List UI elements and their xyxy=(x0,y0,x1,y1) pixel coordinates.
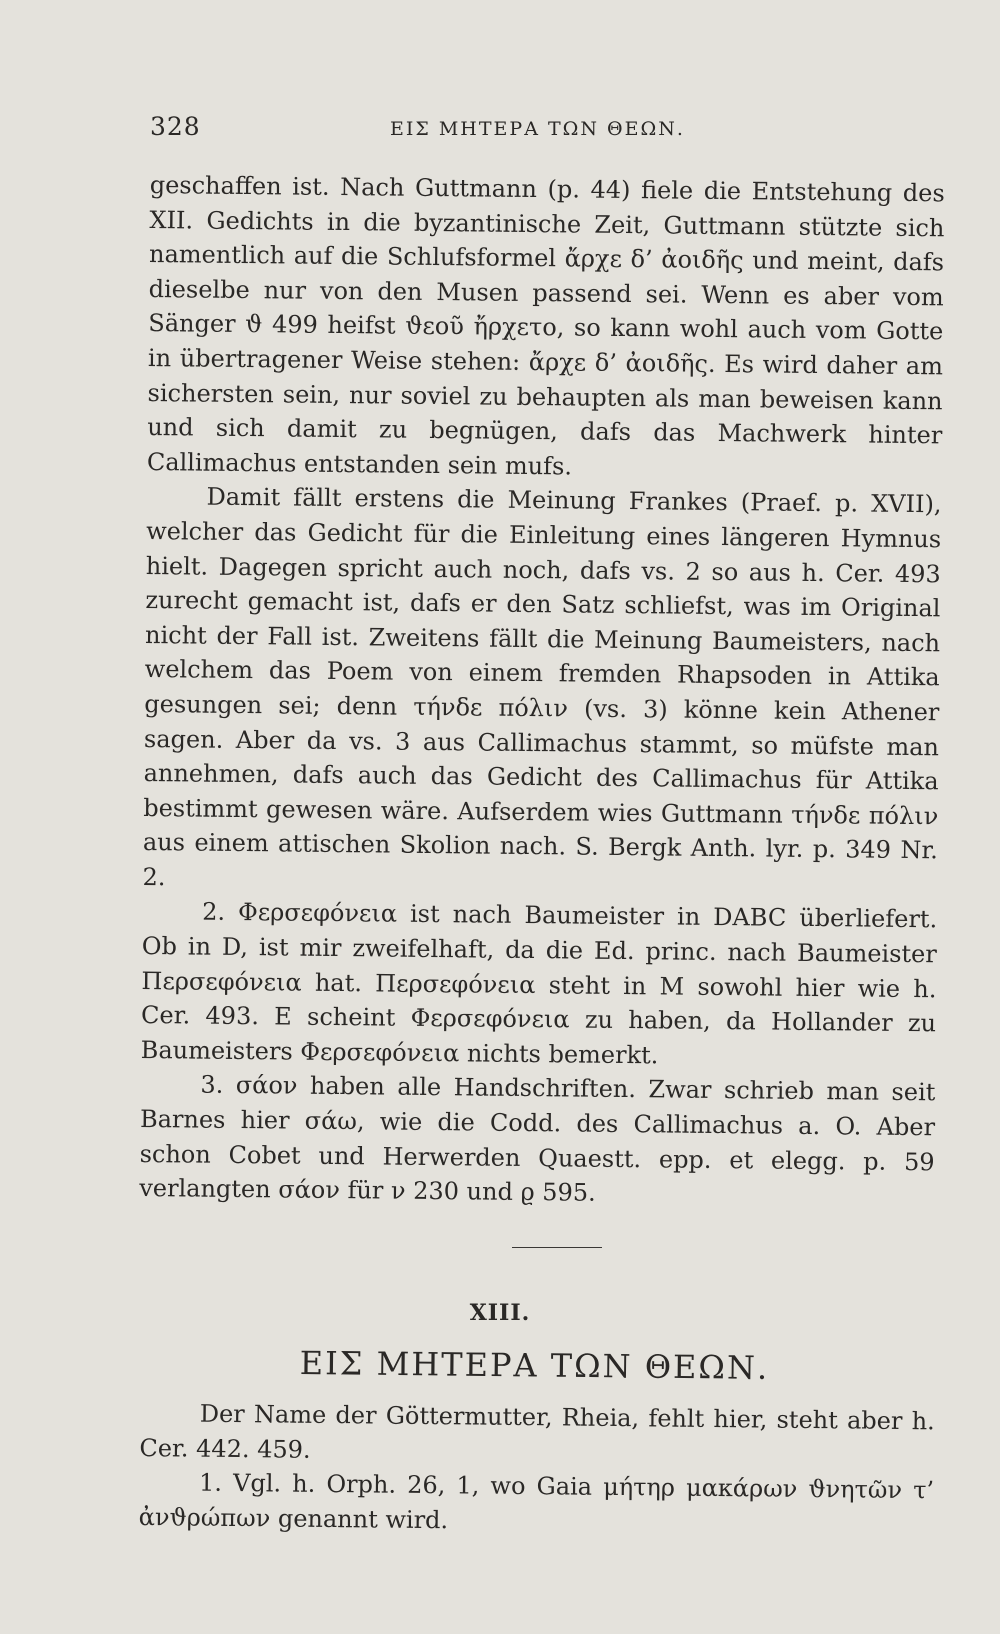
page-number: 328 xyxy=(150,112,201,141)
note-2: 2. Φερσεφόνεια ist nach Baumeister in DABC überliefert. Ob in D, ist mir zweifelhaft, da die Ed. princ. nach Baumeister Περσεφόνεια hat. Περσεφόνεια steht in M sowohl hier wie h. Cer. 493. E scheint Φερσεφόνεια zu haben, da Hollander zu Baumeisters Φερσεφόνεια nichts bemerkt. xyxy=(140,898,938,1070)
paragraph-1: geschaffen ist. Nach Guttmann (p. 44) fiele die Entstehung des XII. Gedichts in die byzantinische Zeit, Guttmann stützte sich namentlich auf die Schlufsformel ἄρχε δ’ ἀοιδῆς und meint, dafs dieselbe nur von den Musen passend sei. Wenn es aber vom Sänger ϑ 499 heifst ϑεοῦ ἤρχετο, so kann wohl auch vom Gotte in übertragener Weise stehen: ἄρχε δ’ ἀοιδῆς. Es wird daher am sichersten sein, nur soviel zu behaupten als man beweisen kann und sich damit zu begnügen, dafs das Machwerk hinter Callimachus entstanden sein mufs. xyxy=(146,170,945,481)
section-divider xyxy=(512,1247,602,1248)
main-text xyxy=(139,168,945,1214)
section-paragraph-1: Der Name der Göttermutter, Rheia, fehlt hier, steht aber h. Cer. 442. 459. xyxy=(139,1399,935,1464)
section-number: XIII. xyxy=(469,1300,531,1326)
page-header xyxy=(150,112,950,152)
note-3: 3. σάον haben alle Handschriften. Zwar schrieb man seit Barnes hier σάω, wie die Codd. des Callimachus a. O. Aber schon Cobet und Herwerden Quaestt. epp. et elegg. p. 59 verlangten σάον für ν 230 und ϱ 595. xyxy=(139,1071,936,1207)
section-title: ΕΙΣ ΜΗΤΕΡΑ ΤΩΝ ΘΕΩΝ. xyxy=(299,1344,770,1387)
running-head: ΕΙΣ ΜΗΤΕΡΑ ΤΩΝ ΘΕΩΝ. xyxy=(390,118,685,140)
section-text xyxy=(139,1396,935,1543)
section-note-1: 1. Vgl. h. Orph. 26, 1, wo Gaia μήτηρ μακάρων ϑνητῶν τ’ ἀνϑρώπων genannt wird. xyxy=(138,1468,935,1535)
paragraph-2: Damit fällt erstens die Meinung Frankes (Praef. p. XVII), welcher das Gedicht für die Einleitung eines längeren Hymnus hielt. Dagegen spricht auch noch, dafs vs. 2 so aus h. Cer. 493 zurecht gemacht ist, dafs er den Satz schliefst, was im Original nicht der Fall ist. Zweitens fällt die Meinung Baumeisters, nach welchem das Poem von einem fremden Rhapsoden in Attika gesungen sei; denn τήνδε πόλιν (vs. 3) könne kein Athener sagen. Aber da vs. 3 aus Callimachus stammt, so müfste man annehmen, dafs auch das Gedicht des Callimachus für Attika bestimmt gewesen wäre. Aufserdem wies Guttmann τήνδε πόλιν aus einem attischen Skolion nach. S. Bergk Anth. lyr. p. 349 Nr. 2. xyxy=(142,482,942,892)
